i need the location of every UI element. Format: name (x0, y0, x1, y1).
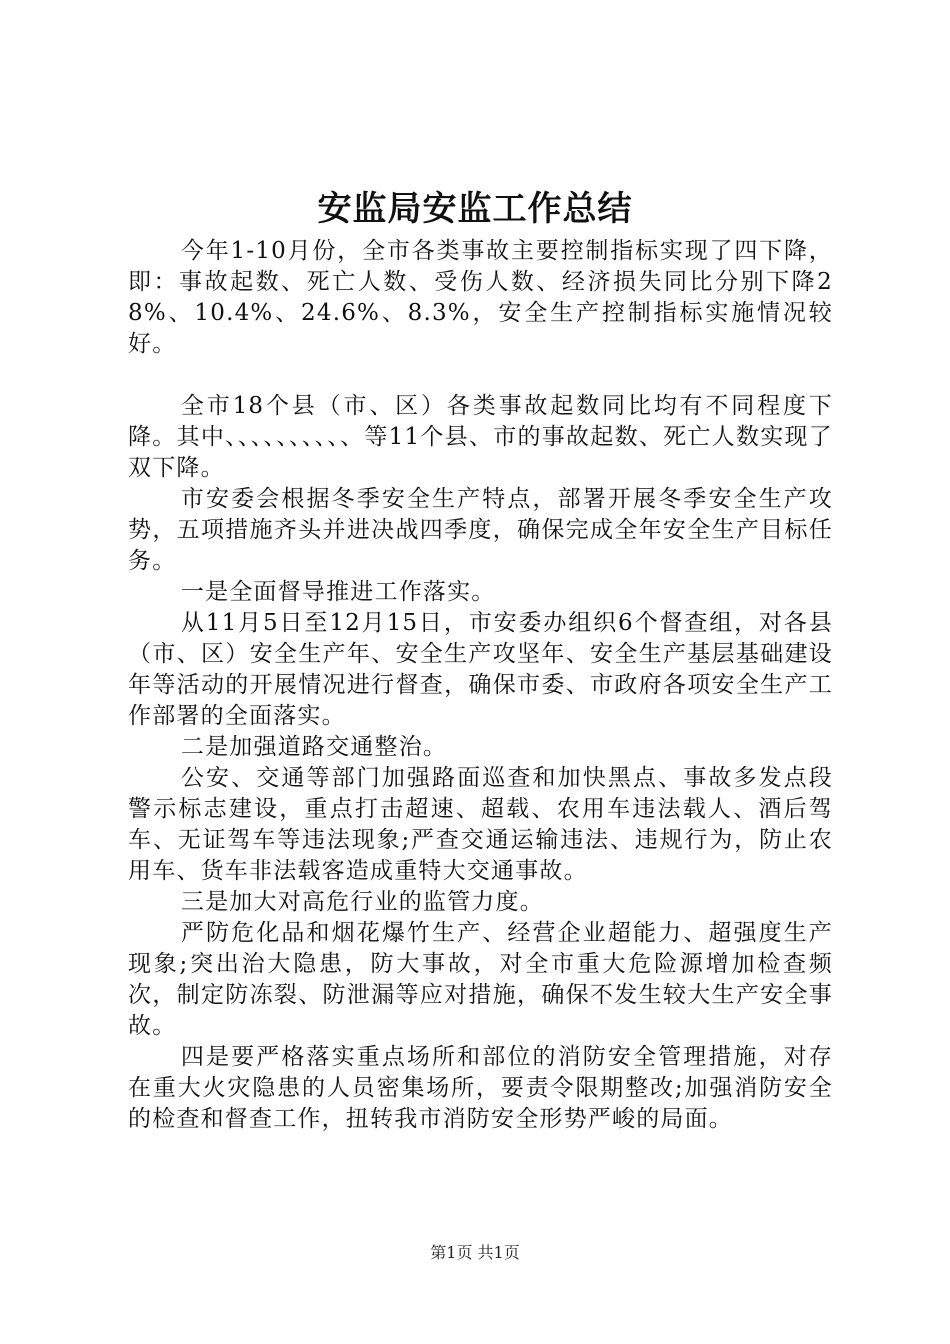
paragraph-summary: 今年1-10月份，全市各类事故主要控制指标实现了四下降，即：事故起数、死亡人数、受伤人数、经济损失同比分别下降28%、10.4%、24.6%、8.3%，安全生产控制指标实施情况较好。 (128, 238, 833, 357)
paragraph-heading-3: 三是加大对高危行业的监管力度。 (180, 889, 544, 915)
paragraph-heading-2: 二是加强道路交通整治。 (180, 734, 448, 760)
paragraph-winter-campaign: 市安委会根据冬季安全生产特点，部署开展冬季安全生产攻势，五项措施齐头并进决战四季度，确保完成全年安全生产目标任务。 (128, 486, 833, 574)
paragraph-inspection: 从11月5日至12月15日，市安委办组织6个督查组，对各县（市、区）安全生产年、安全生产攻坚年、安全生产基层基础建设年等活动的开展情况进行督查，确保市委、市政府各项安全生产工作部署的全面落实。 (128, 610, 833, 729)
paragraph-heading-1: 一是全面督导推进工作落实。 (180, 579, 496, 605)
page-number: 第1页 共1页 (430, 1243, 520, 1262)
document-body (128, 236, 833, 1135)
paragraph-county-results: 全市18个县（市、区）各类事故起数同比均有不同程度下降。其中、、、、、、、、、、等11个县、市的事故起数、死亡人数实现了双下降。 (128, 393, 833, 481)
document-title: 安监局安监工作总结 (317, 189, 633, 229)
paragraph-fire-safety: 四是要严格落实重点场所和部位的消防安全管理措施，对存在重大火灾隐患的人员密集场所，要责令限期整改;加强消防安全的检查和督查工作，扭转我市消防安全形势严峻的局面。 (128, 1044, 833, 1132)
paragraph-traffic: 公安、交通等部门加强路面巡查和加快黑点、事故多发点段警示标志建设，重点打击超速、超载、农用车违法载人、酒后驾车、无证驾车等违法现象;严查交通运输违法、违规行为，防止农用车、货车非法载客造成重特大交通事故。 (128, 765, 833, 884)
paragraph-hazard-industry: 严防危化品和烟花爆竹生产、经营企业超能力、超强度生产现象;突出治大隐患，防大事故，对全市重大危险源增加检查频次，制定防冻裂、防泄漏等应对措施，确保不发生较大生产安全事故。 (128, 920, 833, 1039)
paragraph-spacer (128, 360, 833, 391)
